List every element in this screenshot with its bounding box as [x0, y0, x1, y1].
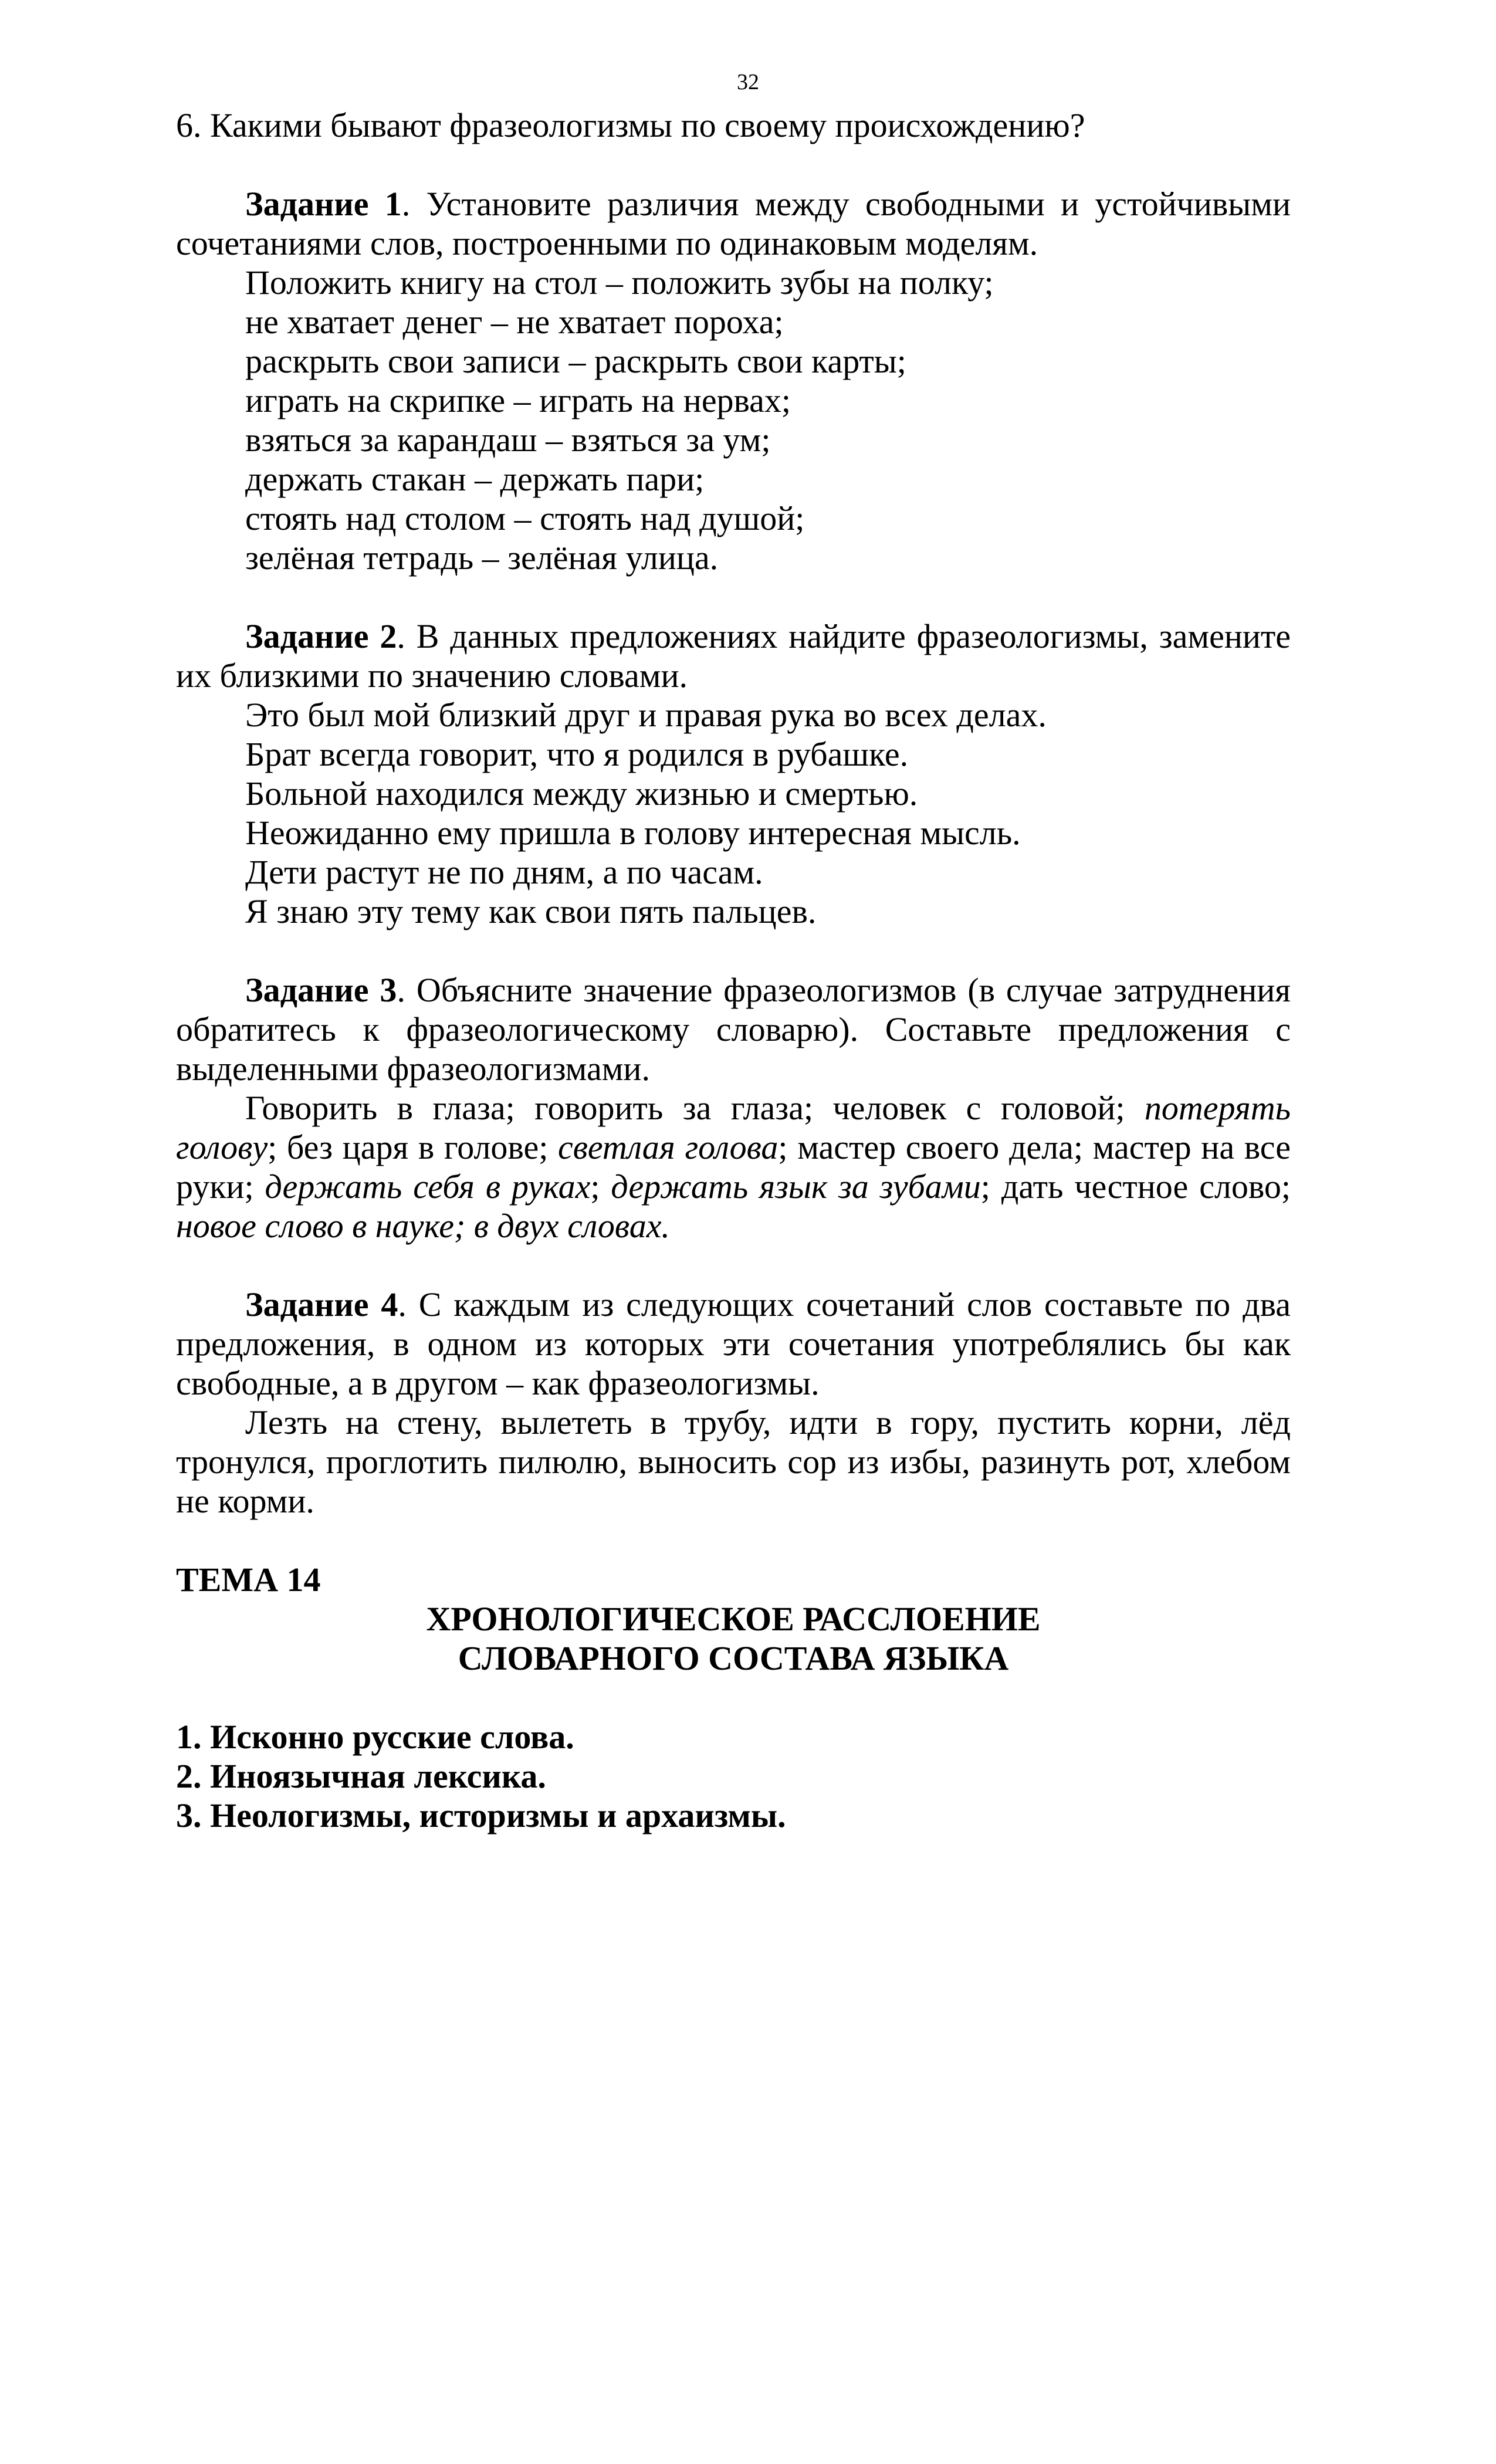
task-2-line: Дети растут не по дням, а по часам. — [245, 853, 763, 891]
task-1-line: зелёная тетрадь – зелёная улица. — [245, 539, 719, 577]
theme-title-line-2: СЛОВАРНОГО СОСТАВА ЯЗЫКА — [458, 1639, 1009, 1677]
task-2-label: Задание 2 — [245, 617, 397, 655]
task-3-text: . Объясните значение фразеологизмов (в случае затруднения обратитесь к фразеологическому словарю). Составьте предложения с выделенными фразеологизмами. — [176, 971, 1291, 1088]
page-content — [176, 106, 1291, 1835]
task-2-line: Брат всегда говорит, что я родился в рубашке. — [245, 735, 909, 773]
task-3-highlight: новое слово в науке; в двух словах. — [176, 1207, 670, 1245]
task-1-intro — [176, 184, 1291, 263]
theme-outline — [176, 1717, 1291, 1835]
page-number: 32 — [737, 70, 759, 94]
outline-item: 2. Иноязычная лексика. — [176, 1757, 546, 1795]
task-1-line: держать стакан – держать пари; — [245, 460, 705, 498]
task-1-list — [176, 263, 1291, 577]
task-4-text: . С каждым из следующих сочетаний слов составьте по два предложения, в одном из которых эти сочетания употреблялись бы как свободные, а в другом – как фразеологизмы. — [176, 1285, 1291, 1402]
question-6: 6. Какими бывают фразеологизмы по своему происхождению? — [176, 106, 1085, 144]
theme-label: ТЕМА 14 — [176, 1561, 321, 1599]
task-3-text-part: ; дать честное слово; — [980, 1167, 1291, 1206]
task-1-text: . Установите различия между свободными и устойчивыми сочетаниями слов, построенными по одинаковым моделям. — [176, 185, 1291, 262]
task-3-highlight: потерять голову — [176, 1089, 1291, 1166]
task-3-text-part: ; — [590, 1167, 611, 1206]
task-4-intro — [176, 1285, 1291, 1403]
task-1-line: Положить книгу на стол – положить зубы на полку; — [245, 263, 994, 302]
task-3-text-part: ; без царя в голове; — [268, 1128, 559, 1166]
outline-item: 1. Исконно русские слова. — [176, 1718, 574, 1756]
task-2-line: Это был мой близкий друг и правая рука во всех делах. — [245, 696, 1047, 734]
task-1-line: играть на скрипке – играть на нервах; — [245, 381, 791, 419]
task-3-highlight: держать язык за зубами — [611, 1167, 981, 1206]
task-1-line: не хватает денег – не хватает пороха; — [245, 303, 784, 341]
outline-item: 3. Неологизмы, историзмы и архаизмы. — [176, 1796, 786, 1835]
task-2-list — [176, 695, 1291, 931]
task-2-text: . В данных предложениях найдите фразеологизмы, замените их близкими по значению словами. — [176, 617, 1291, 695]
task-1-line: стоять над столом – стоять над душой; — [245, 499, 805, 537]
task-2-line: Я знаю эту тему как свои пять пальцев. — [245, 892, 817, 930]
task-4-body: Лезть на стену, вылететь в трубу, идти в гору, пустить корни, лёд тронулся, проглотить пилюлю, выносить сор из избы, разинуть рот, хлебом не корми. — [176, 1403, 1291, 1520]
task-3-intro — [176, 970, 1291, 1088]
task-2-line: Больной находился между жизнью и смертью. — [245, 774, 918, 813]
task-4-label: Задание 4 — [245, 1285, 398, 1324]
task-2-line: Неожиданно ему пришла в голову интересная мысль. — [245, 814, 1021, 852]
task-3-text-part: ; мастер своего дела; мастер на все руки; — [176, 1128, 1291, 1206]
task-3-label: Задание 3 — [245, 971, 397, 1009]
theme-title-line-1: ХРОНОЛОГИЧЕСКОЕ РАССЛОЕНИЕ — [426, 1600, 1041, 1638]
task-3-text-part: Говорить в глаза; говорить за глаза; человек с головой; — [245, 1089, 1145, 1127]
task-2-intro — [176, 617, 1291, 695]
task-3-highlight: держать себя в руках — [265, 1167, 591, 1206]
task-3-body — [176, 1088, 1291, 1245]
task-1-line: раскрыть свои записи – раскрыть свои карты; — [245, 342, 906, 380]
task-1-line: взяться за карандаш – взяться за ум; — [245, 421, 771, 459]
task-1-label: Задание 1 — [245, 185, 402, 223]
task-3-highlight: светлая голова — [558, 1128, 779, 1166]
